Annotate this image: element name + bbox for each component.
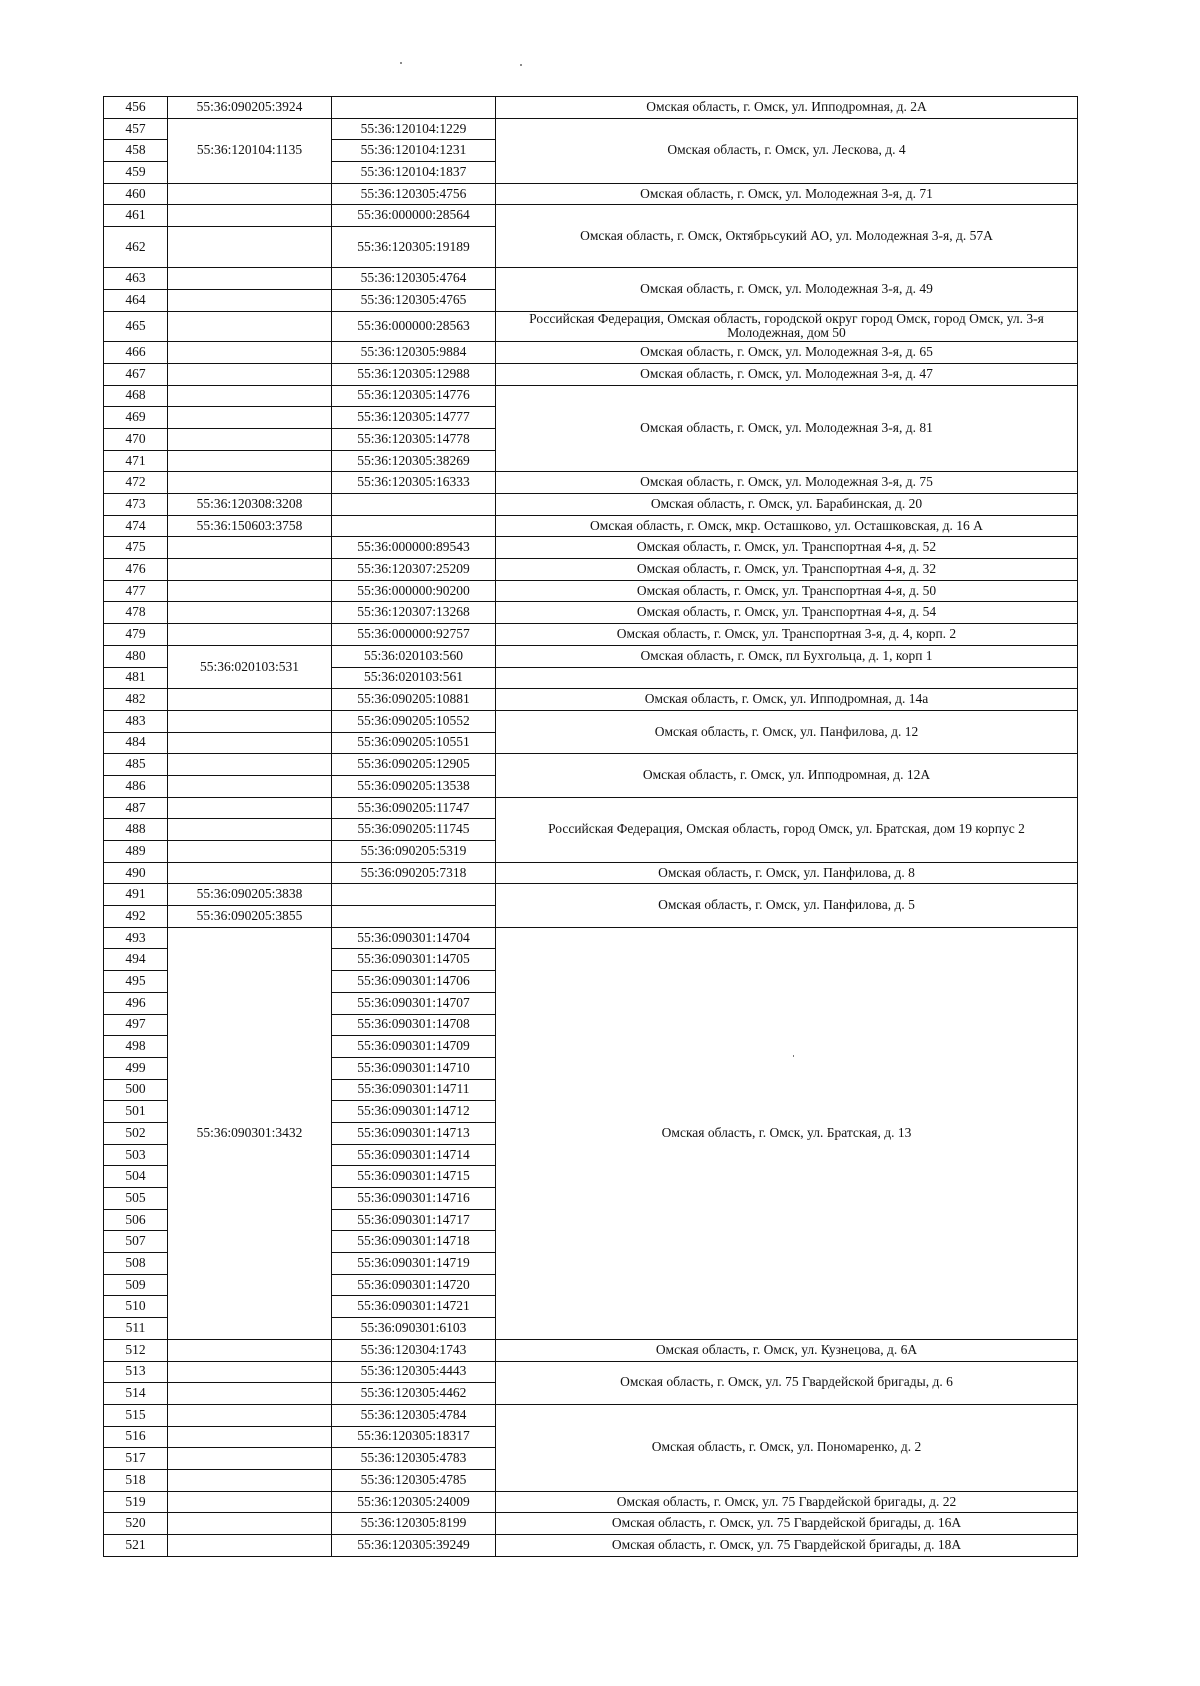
row-number-cell: 480 bbox=[104, 645, 168, 667]
child-cadastral-cell: 55:36:120305:12988 bbox=[332, 363, 496, 385]
child-cadastral-cell: 55:36:120305:4785 bbox=[332, 1469, 496, 1491]
address-cell: Омская область, г. Омск, ул. Пономаренко, д. 2 bbox=[496, 1404, 1078, 1491]
parent-cadastral-cell bbox=[168, 342, 332, 364]
parent-cadastral-cell bbox=[168, 1513, 332, 1535]
row-number-cell: 468 bbox=[104, 385, 168, 407]
row-number-cell: 466 bbox=[104, 342, 168, 364]
child-cadastral-cell: 55:36:090205:13538 bbox=[332, 775, 496, 797]
parent-cadastral-cell: 55:36:090205:3838 bbox=[168, 884, 332, 906]
child-cadastral-cell: 55:36:120104:1837 bbox=[332, 162, 496, 184]
row-number-cell: 520 bbox=[104, 1513, 168, 1535]
child-cadastral-cell: 55:36:090301:14719 bbox=[332, 1253, 496, 1275]
address-cell: Омская область, г. Омск, ул. Транспортная 3-я, д. 4, корп. 2 bbox=[496, 624, 1078, 646]
address-cell: Омская область, г. Омск, ул. Ипподромная, д. 14а bbox=[496, 689, 1078, 711]
row-number-cell: 504 bbox=[104, 1166, 168, 1188]
table-row bbox=[104, 1404, 1078, 1426]
child-cadastral-cell: 55:36:120305:4783 bbox=[332, 1448, 496, 1470]
address-cell: Омская область, г. Омск, пл Бухгольца, д. 1, корп 1 bbox=[496, 645, 1078, 667]
child-cadastral-cell: 55:36:120104:1231 bbox=[332, 140, 496, 162]
table-row bbox=[104, 927, 1078, 949]
child-cadastral-cell: 55:36:120305:4784 bbox=[332, 1404, 496, 1426]
child-cadastral-cell: 55:36:090205:7318 bbox=[332, 862, 496, 884]
table-row bbox=[104, 1361, 1078, 1383]
row-number-cell: 514 bbox=[104, 1383, 168, 1405]
table-row bbox=[104, 580, 1078, 602]
child-cadastral-cell: 55:36:000000:90200 bbox=[332, 580, 496, 602]
parent-cadastral-cell bbox=[168, 732, 332, 754]
child-cadastral-cell: 55:36:090205:10552 bbox=[332, 710, 496, 732]
row-number-cell: 487 bbox=[104, 797, 168, 819]
row-number-cell: 478 bbox=[104, 602, 168, 624]
row-number-cell: 510 bbox=[104, 1296, 168, 1318]
row-number-cell: 498 bbox=[104, 1036, 168, 1058]
row-number-cell: 482 bbox=[104, 689, 168, 711]
row-number-cell: 477 bbox=[104, 580, 168, 602]
row-number-cell: 472 bbox=[104, 472, 168, 494]
row-number-cell: 497 bbox=[104, 1014, 168, 1036]
table-row bbox=[104, 624, 1078, 646]
row-number-cell: 463 bbox=[104, 268, 168, 290]
parent-cadastral-cell bbox=[168, 1361, 332, 1383]
table-row bbox=[104, 537, 1078, 559]
row-number-cell: 465 bbox=[104, 311, 168, 342]
table-row bbox=[104, 342, 1078, 364]
parent-cadastral-cell bbox=[168, 819, 332, 841]
parent-cadastral-cell bbox=[168, 862, 332, 884]
row-number-cell: 464 bbox=[104, 289, 168, 311]
child-cadastral-cell: 55:36:090301:14710 bbox=[332, 1057, 496, 1079]
row-number-cell: 501 bbox=[104, 1101, 168, 1123]
table-row bbox=[104, 1513, 1078, 1535]
address-cell: Российская Федерация, Омская область, городской округ город Омск, город Омск, ул. 3-я Молодежная, дом 50 bbox=[496, 311, 1078, 342]
child-cadastral-cell: 55:36:120307:25209 bbox=[332, 559, 496, 581]
row-number-cell: 503 bbox=[104, 1144, 168, 1166]
row-number-cell: 493 bbox=[104, 927, 168, 949]
child-cadastral-cell: 55:36:120305:38269 bbox=[332, 450, 496, 472]
child-cadastral-cell: 55:36:090301:14711 bbox=[332, 1079, 496, 1101]
child-cadastral-cell: 55:36:090301:14704 bbox=[332, 927, 496, 949]
row-number-cell: 517 bbox=[104, 1448, 168, 1470]
address-cell: Омская область, г. Омск, ул. Молодежная 3-я, д. 49 bbox=[496, 268, 1078, 311]
table-row bbox=[104, 205, 1078, 227]
row-number-cell: 519 bbox=[104, 1491, 168, 1513]
parent-cadastral-cell bbox=[168, 1448, 332, 1470]
child-cadastral-cell: 55:36:090301:14712 bbox=[332, 1101, 496, 1123]
table-row bbox=[104, 97, 1078, 119]
address-cell: Омская область, г. Омск, ул. 75 Гвардейской бригады, д. 18А bbox=[496, 1535, 1078, 1557]
table-row bbox=[104, 1535, 1078, 1557]
table-row bbox=[104, 1339, 1078, 1361]
row-number-cell: 456 bbox=[104, 97, 168, 119]
row-number-cell: 490 bbox=[104, 862, 168, 884]
table-row bbox=[104, 311, 1078, 342]
child-cadastral-cell: 55:36:090205:11747 bbox=[332, 797, 496, 819]
address-cell: Омская область, г. Омск, ул. Ипподромная, д. 2А bbox=[496, 97, 1078, 119]
address-cell: Омская область, г. Омск, ул. Барабинская, д. 20 bbox=[496, 494, 1078, 516]
parent-cadastral-cell bbox=[168, 1469, 332, 1491]
address-cell bbox=[496, 667, 1078, 689]
table-row bbox=[104, 183, 1078, 205]
child-cadastral-cell: 55:36:120305:14776 bbox=[332, 385, 496, 407]
child-cadastral-cell: 55:36:120305:24009 bbox=[332, 1491, 496, 1513]
row-number-cell: 515 bbox=[104, 1404, 168, 1426]
table-row bbox=[104, 118, 1078, 140]
scan-speck bbox=[400, 62, 402, 64]
address-cell: Омская область, г. Омск, ул. Молодежная 3-я, д. 81 bbox=[496, 385, 1078, 472]
parent-cadastral-cell: 55:36:120104:1135 bbox=[168, 118, 332, 183]
row-number-cell: 518 bbox=[104, 1469, 168, 1491]
table-row bbox=[104, 710, 1078, 732]
child-cadastral-cell bbox=[332, 97, 496, 119]
parent-cadastral-cell bbox=[168, 754, 332, 776]
row-number-cell: 511 bbox=[104, 1318, 168, 1340]
parent-cadastral-cell bbox=[168, 797, 332, 819]
row-number-cell: 485 bbox=[104, 754, 168, 776]
child-cadastral-cell: 55:36:090301:6103 bbox=[332, 1318, 496, 1340]
table-row bbox=[104, 754, 1078, 776]
row-number-cell: 512 bbox=[104, 1339, 168, 1361]
parent-cadastral-cell bbox=[168, 775, 332, 797]
table-row bbox=[104, 515, 1078, 537]
parent-cadastral-cell bbox=[168, 227, 332, 268]
address-cell: Омская область, г. Омск, ул. Молодежная 3-я, д. 47 bbox=[496, 363, 1078, 385]
row-number-cell: 481 bbox=[104, 667, 168, 689]
row-number-cell: 462 bbox=[104, 227, 168, 268]
row-number-cell: 505 bbox=[104, 1188, 168, 1210]
parent-cadastral-cell: 55:36:150603:3758 bbox=[168, 515, 332, 537]
cadastral-register-table bbox=[103, 96, 1078, 1557]
child-cadastral-cell: 55:36:090301:14707 bbox=[332, 992, 496, 1014]
child-cadastral-cell bbox=[332, 906, 496, 928]
row-number-cell: 502 bbox=[104, 1122, 168, 1144]
row-number-cell: 489 bbox=[104, 841, 168, 863]
parent-cadastral-cell bbox=[168, 385, 332, 407]
row-number-cell: 470 bbox=[104, 428, 168, 450]
row-number-cell: 471 bbox=[104, 450, 168, 472]
address-cell: Омская область, г. Омск, ул. 75 Гвардейской бригады, д. 6 bbox=[496, 1361, 1078, 1404]
row-number-cell: 500 bbox=[104, 1079, 168, 1101]
child-cadastral-cell: 55:36:090301:14708 bbox=[332, 1014, 496, 1036]
address-cell: Омская область, г. Омск, ул. Панфилова, д. 8 bbox=[496, 862, 1078, 884]
child-cadastral-cell: 55:36:120305:4443 bbox=[332, 1361, 496, 1383]
child-cadastral-cell: 55:36:120305:14777 bbox=[332, 407, 496, 429]
table-row bbox=[104, 797, 1078, 819]
table-row bbox=[104, 689, 1078, 711]
child-cadastral-cell: 55:36:120305:4764 bbox=[332, 268, 496, 290]
table-row bbox=[104, 494, 1078, 516]
table-row bbox=[104, 884, 1078, 906]
child-cadastral-cell: 55:36:090301:14713 bbox=[332, 1122, 496, 1144]
row-number-cell: 509 bbox=[104, 1274, 168, 1296]
parent-cadastral-cell bbox=[168, 537, 332, 559]
child-cadastral-cell: 55:36:120305:16333 bbox=[332, 472, 496, 494]
child-cadastral-cell: 55:36:090301:14720 bbox=[332, 1274, 496, 1296]
parent-cadastral-cell bbox=[168, 183, 332, 205]
address-cell: Омская область, г. Омск, ул. 75 Гвардейской бригады, д. 22 bbox=[496, 1491, 1078, 1513]
row-number-cell: 486 bbox=[104, 775, 168, 797]
row-number-cell: 474 bbox=[104, 515, 168, 537]
parent-cadastral-cell bbox=[168, 689, 332, 711]
child-cadastral-cell: 55:36:090205:10551 bbox=[332, 732, 496, 754]
address-cell: Омская область, г. Омск, ул. Транспортная 4-я, д. 54 bbox=[496, 602, 1078, 624]
row-number-cell: 459 bbox=[104, 162, 168, 184]
parent-cadastral-cell bbox=[168, 472, 332, 494]
child-cadastral-cell: 55:36:090301:14705 bbox=[332, 949, 496, 971]
row-number-cell: 475 bbox=[104, 537, 168, 559]
child-cadastral-cell: 55:36:120305:39249 bbox=[332, 1535, 496, 1557]
child-cadastral-cell: 55:36:090301:14706 bbox=[332, 971, 496, 993]
table-row bbox=[104, 862, 1078, 884]
child-cadastral-cell: 55:36:120307:13268 bbox=[332, 602, 496, 624]
parent-cadastral-cell bbox=[168, 311, 332, 342]
child-cadastral-cell: 55:36:090301:14715 bbox=[332, 1166, 496, 1188]
child-cadastral-cell: 55:36:090301:14714 bbox=[332, 1144, 496, 1166]
address-cell: Омская область, г. Омск, ул. Молодежная 3-я, д. 65 bbox=[496, 342, 1078, 364]
row-number-cell: 476 bbox=[104, 559, 168, 581]
child-cadastral-cell: 55:36:090205:11745 bbox=[332, 819, 496, 841]
row-number-cell: 457 bbox=[104, 118, 168, 140]
row-number-cell: 484 bbox=[104, 732, 168, 754]
row-number-cell: 506 bbox=[104, 1209, 168, 1231]
address-cell: Омская область, г. Омск, ул. Кузнецова, д. 6А bbox=[496, 1339, 1078, 1361]
parent-cadastral-cell bbox=[168, 1404, 332, 1426]
row-number-cell: 467 bbox=[104, 363, 168, 385]
row-number-cell: 492 bbox=[104, 906, 168, 928]
address-cell: Омская область, г. Омск, ул. Ипподромная, д. 12А bbox=[496, 754, 1078, 797]
child-cadastral-cell: 55:36:000000:89543 bbox=[332, 537, 496, 559]
child-cadastral-cell: 55:36:020103:560 bbox=[332, 645, 496, 667]
scan-speck bbox=[520, 64, 522, 66]
row-number-cell: 494 bbox=[104, 949, 168, 971]
child-cadastral-cell: 55:36:120305:4756 bbox=[332, 183, 496, 205]
parent-cadastral-cell bbox=[168, 1535, 332, 1557]
child-cadastral-cell: 55:36:000000:92757 bbox=[332, 624, 496, 646]
address-cell: Омская область, г. Омск, ул. Транспортная 4-я, д. 32 bbox=[496, 559, 1078, 581]
child-cadastral-cell: 55:36:020103:561 bbox=[332, 667, 496, 689]
child-cadastral-cell: 55:36:090301:14709 bbox=[332, 1036, 496, 1058]
parent-cadastral-cell bbox=[168, 710, 332, 732]
child-cadastral-cell: 55:36:090301:14718 bbox=[332, 1231, 496, 1253]
parent-cadastral-cell bbox=[168, 841, 332, 863]
parent-cadastral-cell bbox=[168, 428, 332, 450]
address-cell: Омская область, г. Омск, ул. Транспортная 4-я, д. 52 bbox=[496, 537, 1078, 559]
table-row bbox=[104, 1491, 1078, 1513]
child-cadastral-cell: 55:36:120305:14778 bbox=[332, 428, 496, 450]
child-cadastral-cell: 55:36:090205:10881 bbox=[332, 689, 496, 711]
row-number-cell: 495 bbox=[104, 971, 168, 993]
child-cadastral-cell: 55:36:120305:19189 bbox=[332, 227, 496, 268]
parent-cadastral-cell: 55:36:090205:3924 bbox=[168, 97, 332, 119]
address-cell: Омская область, г. Омск, ул. Панфилова, д. 5 bbox=[496, 884, 1078, 927]
row-number-cell: 479 bbox=[104, 624, 168, 646]
row-number-cell: 499 bbox=[104, 1057, 168, 1079]
child-cadastral-cell: 55:36:090301:14717 bbox=[332, 1209, 496, 1231]
table-row bbox=[104, 645, 1078, 667]
row-number-cell: 483 bbox=[104, 710, 168, 732]
child-cadastral-cell: 55:36:090205:12905 bbox=[332, 754, 496, 776]
table-row bbox=[104, 363, 1078, 385]
parent-cadastral-cell bbox=[168, 580, 332, 602]
row-number-cell: 491 bbox=[104, 884, 168, 906]
child-cadastral-cell: 55:36:120305:4462 bbox=[332, 1383, 496, 1405]
parent-cadastral-cell: 55:36:020103:531 bbox=[168, 645, 332, 688]
child-cadastral-cell: 55:36:120305:8199 bbox=[332, 1513, 496, 1535]
child-cadastral-cell bbox=[332, 884, 496, 906]
parent-cadastral-cell bbox=[168, 1426, 332, 1448]
parent-cadastral-cell bbox=[168, 1491, 332, 1513]
child-cadastral-cell: 55:36:090301:14716 bbox=[332, 1188, 496, 1210]
address-cell: Омская область, г. Омск, мкр. Осташково, ул. Осташковская, д. 16 А bbox=[496, 515, 1078, 537]
address-cell: Российская Федерация, Омская область, город Омск, ул. Братская, дом 19 корпус 2 bbox=[496, 797, 1078, 862]
parent-cadastral-cell bbox=[168, 559, 332, 581]
row-number-cell: 469 bbox=[104, 407, 168, 429]
register-table-body bbox=[104, 97, 1078, 1557]
row-number-cell: 513 bbox=[104, 1361, 168, 1383]
row-number-cell: 488 bbox=[104, 819, 168, 841]
table-row bbox=[104, 602, 1078, 624]
parent-cadastral-cell bbox=[168, 268, 332, 290]
table-row bbox=[104, 268, 1078, 290]
parent-cadastral-cell: 55:36:120308:3208 bbox=[168, 494, 332, 516]
parent-cadastral-cell bbox=[168, 289, 332, 311]
row-number-cell: 496 bbox=[104, 992, 168, 1014]
address-cell: Омская область, г. Омск, ул. Молодежная 3-я, д. 71 bbox=[496, 183, 1078, 205]
child-cadastral-cell: 55:36:120305:18317 bbox=[332, 1426, 496, 1448]
child-cadastral-cell: 55:36:090205:5319 bbox=[332, 841, 496, 863]
parent-cadastral-cell bbox=[168, 407, 332, 429]
address-cell: Омская область, г. Омск, ул. Лескова, д. 4 bbox=[496, 118, 1078, 183]
row-number-cell: 460 bbox=[104, 183, 168, 205]
child-cadastral-cell: 55:36:120305:9884 bbox=[332, 342, 496, 364]
row-number-cell: 508 bbox=[104, 1253, 168, 1275]
address-cell: Омская область, г. Омск, ул. Транспортная 4-я, д. 50 bbox=[496, 580, 1078, 602]
address-cell: Омская область, г. Омск, ул. Панфилова, д. 12 bbox=[496, 710, 1078, 753]
child-cadastral-cell bbox=[332, 494, 496, 516]
parent-cadastral-cell bbox=[168, 1383, 332, 1405]
address-cell: Омская область, г. Омск, ул. Братская, д. 13 bbox=[496, 927, 1078, 1339]
address-cell: Омская область, г. Омск, ул. 75 Гвардейской бригады, д. 16А bbox=[496, 1513, 1078, 1535]
parent-cadastral-cell: 55:36:090205:3855 bbox=[168, 906, 332, 928]
parent-cadastral-cell bbox=[168, 363, 332, 385]
row-number-cell: 461 bbox=[104, 205, 168, 227]
table-row bbox=[104, 559, 1078, 581]
parent-cadastral-cell bbox=[168, 205, 332, 227]
address-cell: Омская область, г. Омск, ул. Молодежная 3-я, д. 75 bbox=[496, 472, 1078, 494]
child-cadastral-cell: 55:36:000000:28563 bbox=[332, 311, 496, 342]
child-cadastral-cell: 55:36:120305:4765 bbox=[332, 289, 496, 311]
child-cadastral-cell: 55:36:090301:14721 bbox=[332, 1296, 496, 1318]
parent-cadastral-cell bbox=[168, 1339, 332, 1361]
parent-cadastral-cell bbox=[168, 602, 332, 624]
row-number-cell: 473 bbox=[104, 494, 168, 516]
address-cell: Омская область, г. Омск, Октябрьсукий АО, ул. Молодежная 3-я, д. 57А bbox=[496, 205, 1078, 268]
row-number-cell: 507 bbox=[104, 1231, 168, 1253]
row-number-cell: 458 bbox=[104, 140, 168, 162]
parent-cadastral-cell bbox=[168, 450, 332, 472]
parent-cadastral-cell: 55:36:090301:3432 bbox=[168, 927, 332, 1339]
table-row bbox=[104, 472, 1078, 494]
child-cadastral-cell: 55:36:120104:1229 bbox=[332, 118, 496, 140]
child-cadastral-cell bbox=[332, 515, 496, 537]
child-cadastral-cell: 55:36:120304:1743 bbox=[332, 1339, 496, 1361]
row-number-cell: 516 bbox=[104, 1426, 168, 1448]
row-number-cell: 521 bbox=[104, 1535, 168, 1557]
child-cadastral-cell: 55:36:000000:28564 bbox=[332, 205, 496, 227]
table-row bbox=[104, 385, 1078, 407]
parent-cadastral-cell bbox=[168, 624, 332, 646]
